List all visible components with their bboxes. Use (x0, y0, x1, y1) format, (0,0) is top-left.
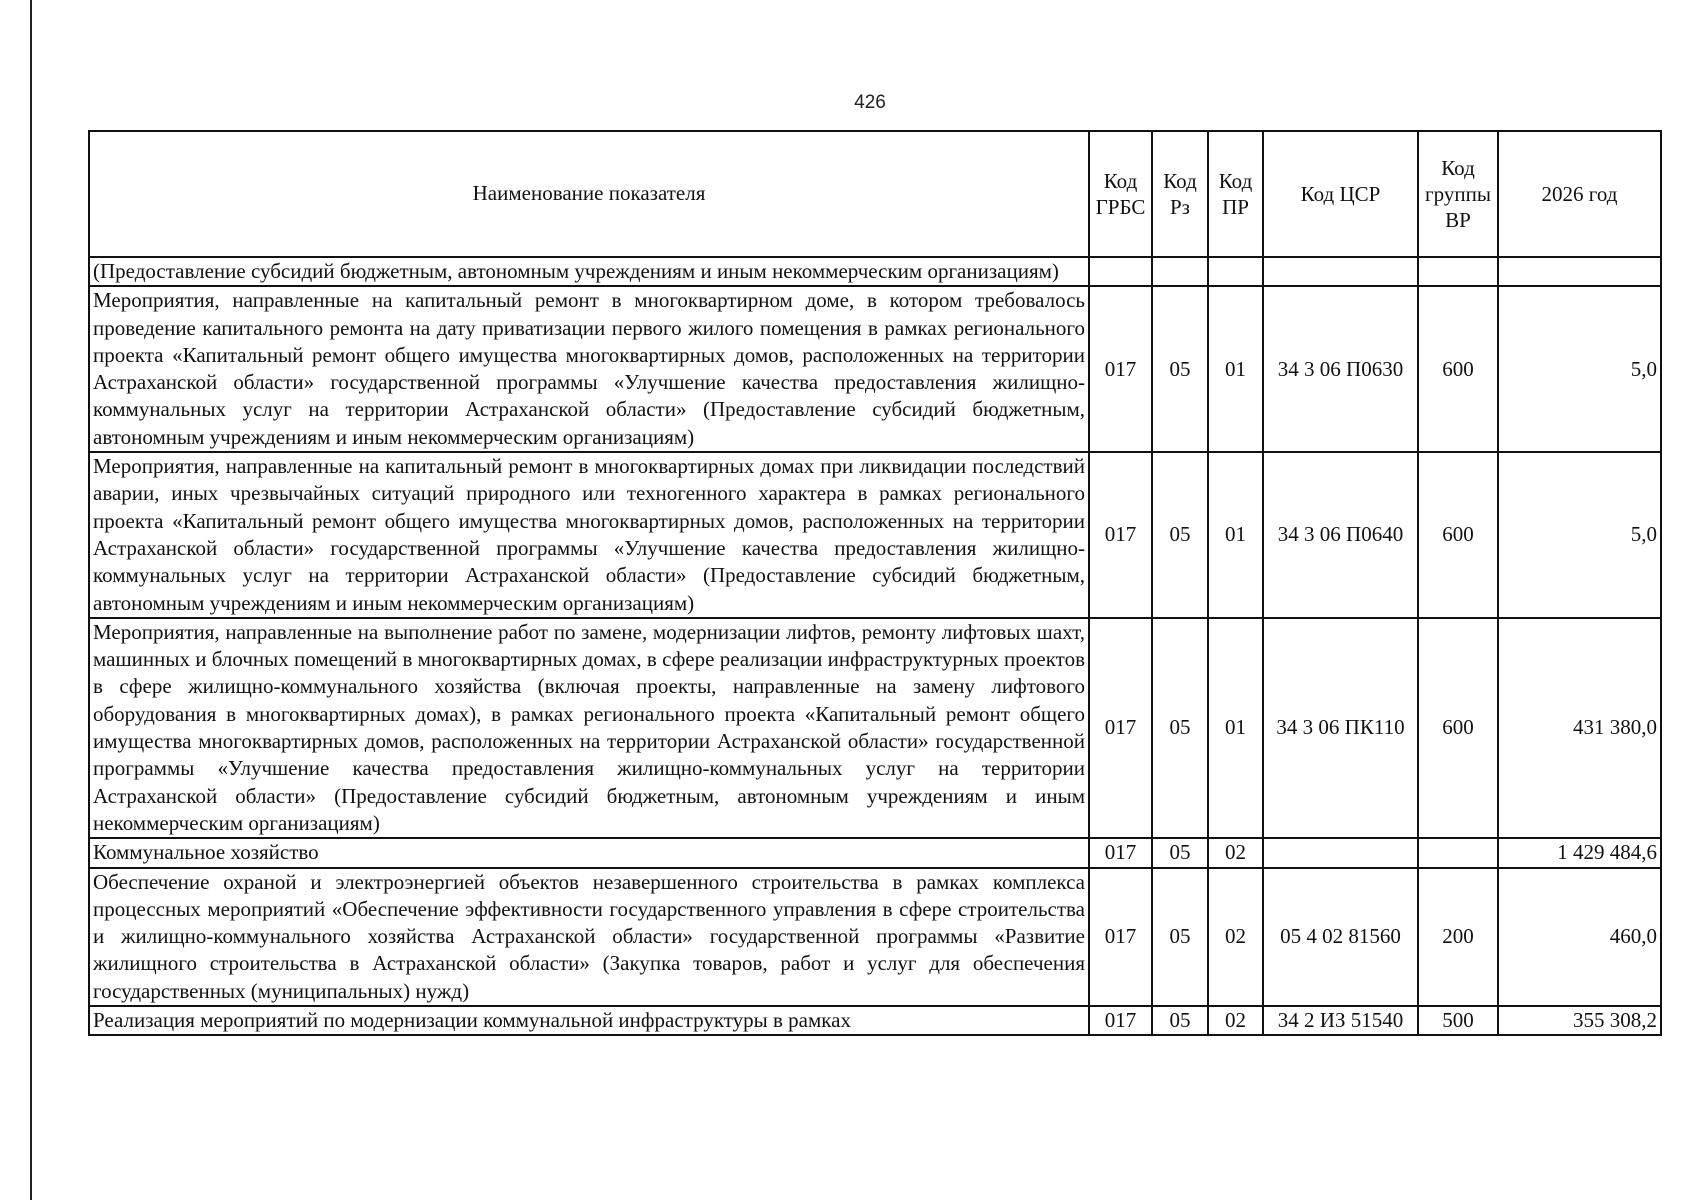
header-pr: Код ПР (1208, 131, 1263, 257)
row-pr: 02 (1208, 838, 1263, 867)
row-csr: 34 2 ИЗ 51540 (1263, 1006, 1418, 1035)
row-rz: 05 (1152, 838, 1208, 867)
header-csr: Код ЦСР (1263, 131, 1418, 257)
table-header-row (89, 131, 1661, 257)
budget-table (88, 130, 1662, 1036)
row-amount: 460,0 (1498, 868, 1661, 1006)
row-vr: 500 (1418, 1006, 1498, 1035)
row-amount: 1 429 484,6 (1498, 838, 1661, 867)
row-amount: 355 308,2 (1498, 1006, 1661, 1035)
row-csr (1263, 257, 1418, 286)
row-pr (1208, 257, 1263, 286)
row-rz: 05 (1152, 452, 1208, 618)
row-csr: 34 3 06 П0630 (1263, 286, 1418, 452)
row-grbs: 017 (1089, 618, 1152, 838)
row-amount: 5,0 (1498, 452, 1661, 618)
table-row (89, 257, 1661, 286)
row-vr: 600 (1418, 286, 1498, 452)
row-rz: 05 (1152, 618, 1208, 838)
row-name: Коммунальное хозяйство (89, 838, 1089, 867)
row-grbs (1089, 257, 1152, 286)
row-grbs: 017 (1089, 838, 1152, 867)
row-rz (1152, 257, 1208, 286)
row-vr: 200 (1418, 868, 1498, 1006)
row-csr (1263, 838, 1418, 867)
row-amount: 5,0 (1498, 286, 1661, 452)
table-row (89, 452, 1661, 618)
header-rz: Код Рз (1152, 131, 1208, 257)
row-csr: 34 3 06 ПК110 (1263, 618, 1418, 838)
row-csr: 34 3 06 П0640 (1263, 452, 1418, 618)
row-amount (1498, 257, 1661, 286)
row-pr: 01 (1208, 286, 1263, 452)
row-grbs: 017 (1089, 868, 1152, 1006)
header-vr: Код группы ВР (1418, 131, 1498, 257)
row-pr: 01 (1208, 618, 1263, 838)
row-name: Реализация мероприятий по модернизации коммунальной инфраструктуры в рамках (89, 1006, 1089, 1035)
header-grbs: Код ГРБС (1089, 131, 1152, 257)
row-rz: 05 (1152, 286, 1208, 452)
row-name: Мероприятия, направленные на капитальный ремонт в многоквартирных домах при ликвидации последствий аварии, иных чрезвычайных ситуаций природного или техногенного характера в рамках регионального проекта «Капитальный ремонт общего имущества многоквартирных домов, расположенных на территории Астраханской области» государственной программы «Улучшение качества предоставления жилищно-коммунальных услуг на территории Астраханской области» (Предоставление субсидий бюджетным, автономным учреждениям и иным некоммерческим организациям) (89, 452, 1089, 618)
row-vr (1418, 838, 1498, 867)
row-amount: 431 380,0 (1498, 618, 1661, 838)
row-vr (1418, 257, 1498, 286)
row-rz: 05 (1152, 1006, 1208, 1035)
row-name: Мероприятия, направленные на выполнение работ по замене, модернизации лифтов, ремонту лифтовых шахт, машинных и блочных помещений в многоквартирных домах, в сфере реализации инфраструктурных проектов в сфере жилищно-коммунального хозяйства (включая проекты, направленные на замену лифтового оборудования в многоквартирных домах), в рамках регионального проекта «Капитальный ремонт общего имущества многоквартирных домов, расположенных на территории Астраханской области» государственной программы «Улучшение качества предоставления жилищно-коммунальных услуг на территории Астраханской области» (Предоставление субсидий бюджетным, автономным учреждениям и иным некоммерческим организациям) (89, 618, 1089, 838)
page-number: 426 (854, 92, 886, 113)
header-year: 2026 год (1498, 131, 1661, 257)
row-grbs: 017 (1089, 1006, 1152, 1035)
table-row (89, 838, 1661, 867)
row-name: (Предоставление субсидий бюджетным, автономным учреждениям и иным некоммерческим организациям) (89, 257, 1089, 286)
row-grbs: 017 (1089, 286, 1152, 452)
row-name: Обеспечение охраной и электроэнергией объектов незавершенного строительства в рамках комплекса процессных мероприятий «Обеспечение эффективности государственного управления в сфере строительства и жилищно-коммунального хозяйства Астраханской области» государственной программы «Развитие жилищного строительства в Астраханской области» (Закупка товаров, работ и услуг для обеспечения государственных (муниципальных) нужд) (89, 868, 1089, 1006)
header-name: Наименование показателя (89, 131, 1089, 257)
table-row (89, 286, 1661, 452)
table-row (89, 1006, 1661, 1035)
row-pr: 02 (1208, 1006, 1263, 1035)
table-row (89, 868, 1661, 1006)
row-pr: 02 (1208, 868, 1263, 1006)
row-pr: 01 (1208, 452, 1263, 618)
row-vr: 600 (1418, 452, 1498, 618)
page-margin-line (30, 0, 32, 1200)
row-name: Мероприятия, направленные на капитальный ремонт в многоквартирном доме, в котором требовалось проведение капитального ремонта на дату приватизации первого жилого помещения в рамках регионального проекта «Капитальный ремонт общего имущества многоквартирных домов, расположенных на территории Астраханской области» государственной программы «Улучшение качества предоставления жилищно-коммунальных услуг на территории Астраханской области» (Предоставление субсидий бюджетным, автономным учреждениям и иным некоммерческим организациям) (89, 286, 1089, 452)
row-vr: 600 (1418, 618, 1498, 838)
row-csr: 05 4 02 81560 (1263, 868, 1418, 1006)
table-row (89, 618, 1661, 838)
row-grbs: 017 (1089, 452, 1152, 618)
row-rz: 05 (1152, 868, 1208, 1006)
